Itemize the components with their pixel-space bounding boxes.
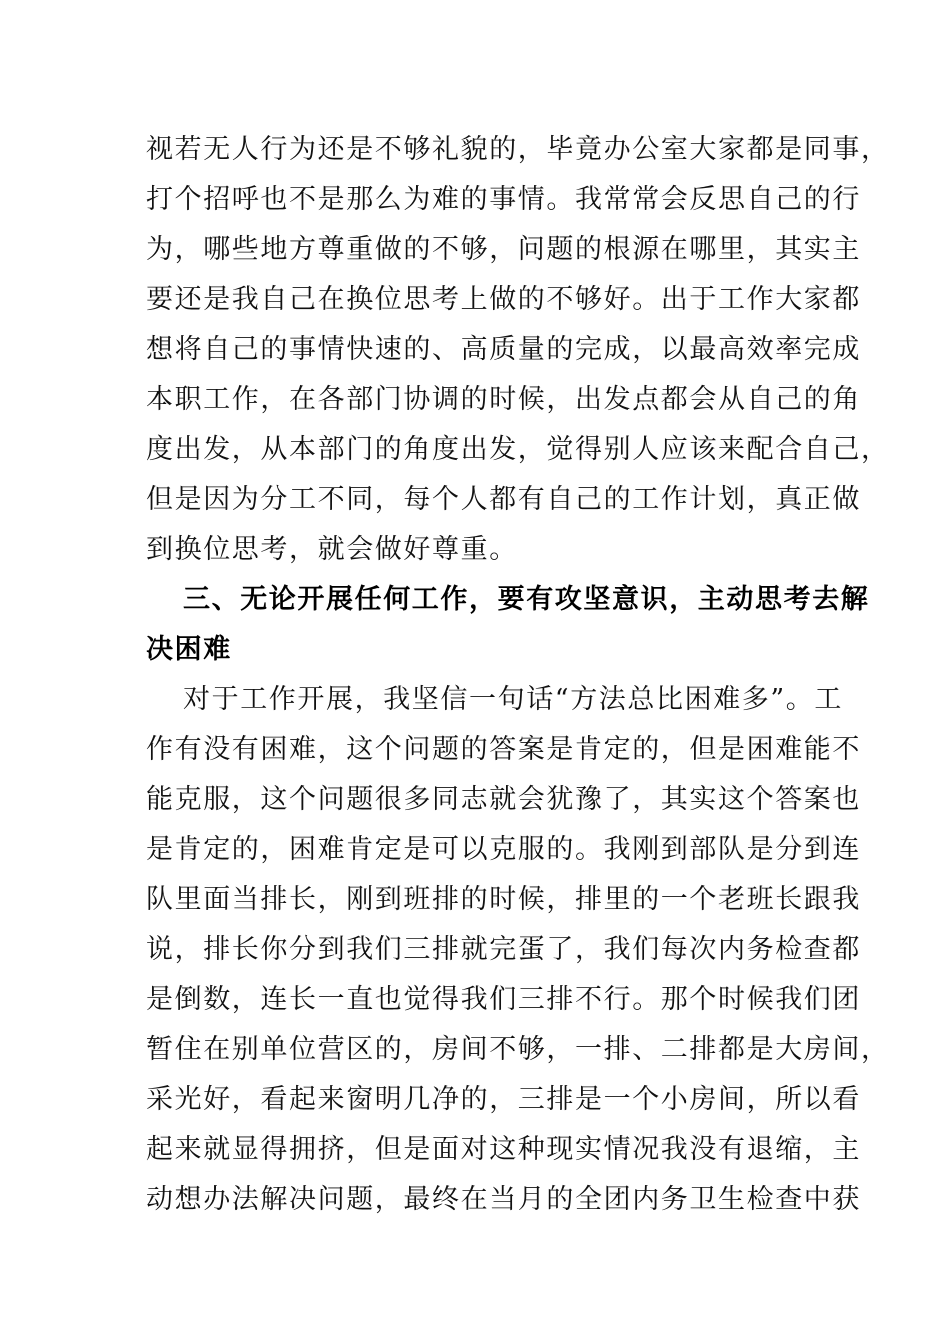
paragraph-respect bbox=[146, 125, 890, 575]
text-line: 是肯定的，困难肯定是可以克服的。我刚到部队是分到连 bbox=[146, 834, 861, 865]
text-line: 说，排长你分到我们三排就完蛋了，我们每次内务检查都 bbox=[146, 934, 861, 965]
document-body bbox=[146, 125, 890, 1225]
text-line: 本职工作，在各部门协调的时候，出发点都会从自己的角 bbox=[146, 384, 861, 415]
text-line: 度出发，从本部门的角度出发，觉得别人应该来配合自己， bbox=[146, 434, 890, 465]
text-line: 为，哪些地方尊重做的不够，问题的根源在哪里，其实主 bbox=[146, 234, 861, 265]
heading-line: 决困难 bbox=[146, 634, 232, 665]
text-line: 作有没有困难，这个问题的答案是肯定的，但是困难能不 bbox=[146, 734, 861, 765]
text-line: 是倒数，连长一直也觉得我们三排不行。那个时候我们团 bbox=[146, 984, 861, 1015]
text-line: 采光好，看起来窗明几净的，三排是一个小房间，所以看 bbox=[146, 1084, 861, 1115]
text-line: 视若无人行为还是不够礼貌的，毕竟办公室大家都是同事， bbox=[146, 134, 890, 165]
text-line: 想将自己的事情快速的、高质量的完成，以最高效率完成 bbox=[146, 334, 861, 365]
text-line: 起来就显得拥挤，但是面对这种现实情况我没有退缩，主 bbox=[146, 1134, 861, 1165]
text-line: 能克服，这个问题很多同志就会犹豫了，其实这个答案也 bbox=[146, 784, 861, 815]
section-heading bbox=[146, 575, 870, 675]
text-line: 到换位思考，就会做好尊重。 bbox=[146, 534, 518, 565]
paragraph-difficulties bbox=[146, 675, 890, 1225]
text-line: 动想办法解决问题，最终在当月的全团内务卫生检查中获 bbox=[146, 1184, 861, 1215]
text-line: 队里面当排长，刚到班排的时候，排里的一个老班长跟我 bbox=[146, 884, 861, 915]
text-line: 但是因为分工不同，每个人都有自己的工作计划，真正做 bbox=[146, 484, 861, 515]
heading-line: 三、无论开展任何工作，要有攻坚意识，主动思考去解 bbox=[183, 584, 870, 615]
text-line: 暂住在别单位营区的，房间不够，一排、二排都是大房间， bbox=[146, 1034, 890, 1065]
text-line: 打个招呼也不是那么为难的事情。我常常会反思自己的行 bbox=[146, 184, 861, 215]
text-line: 对于工作开展，我坚信一句话“方法总比困难多”。工 bbox=[183, 684, 844, 715]
text-line: 要还是我自己在换位思考上做的不够好。出于工作大家都 bbox=[146, 284, 861, 315]
